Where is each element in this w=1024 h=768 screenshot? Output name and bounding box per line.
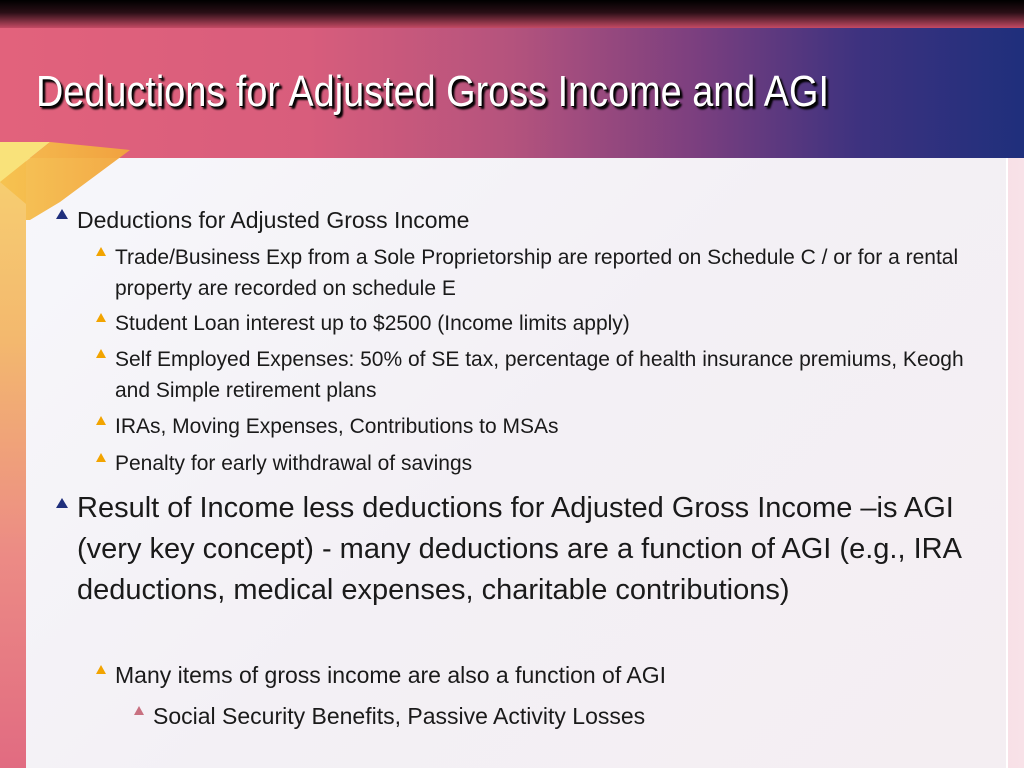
triangle-bullet-icon: [96, 416, 106, 425]
triangle-bullet-icon: [96, 665, 106, 674]
sub-bullet-text: Penalty for early withdrawal of savings: [115, 452, 473, 475]
corner-accent-shape: [0, 142, 140, 222]
triangle-bullet-icon: [96, 453, 106, 462]
bullet-list: [26, 158, 1006, 768]
triangle-bullet-icon: [96, 247, 106, 256]
bullet-text: Result of Income less deductions for Adjusted Gross Income –is AGI (very key concept) - many deductions are a function of AGI (e.g., IRA deductions, medical expenses, charitable contributions): [77, 492, 961, 606]
sub-sub-bullet-text: Social Security Benefits, Passive Activity Losses: [153, 703, 646, 729]
triangle-bullet-icon: [96, 349, 106, 358]
content-panel: [26, 158, 1008, 768]
top-dark-strip: [0, 0, 1024, 28]
sub-bullet-text: Many items of gross income are also a function of AGI: [115, 662, 666, 688]
triangle-bullet-icon: [96, 313, 106, 322]
slide-title: Deductions for Adjusted Gross Income and AGI: [36, 67, 829, 116]
sub-bullet-text: Student Loan interest up to $2500 (Income limits apply): [115, 312, 630, 335]
sub-bullet-text: Self Employed Expenses: 50% of SE tax, percentage of health insurance premiums, Keogh and Simple retirement plans: [115, 348, 964, 402]
sub-bullet-text: IRAs, Moving Expenses, Contributions to MSAs: [115, 415, 559, 438]
sub-bullet-text: Trade/Business Exp from a Sole Proprietorship are reported on Schedule C / or for a rental property are recorded on schedule E: [115, 246, 959, 300]
bullet-text: Deductions for Adjusted Gross Income: [77, 207, 470, 233]
left-decorative-band: [0, 158, 26, 768]
triangle-bullet-icon: [56, 498, 68, 508]
triangle-bullet-icon: [134, 706, 144, 715]
